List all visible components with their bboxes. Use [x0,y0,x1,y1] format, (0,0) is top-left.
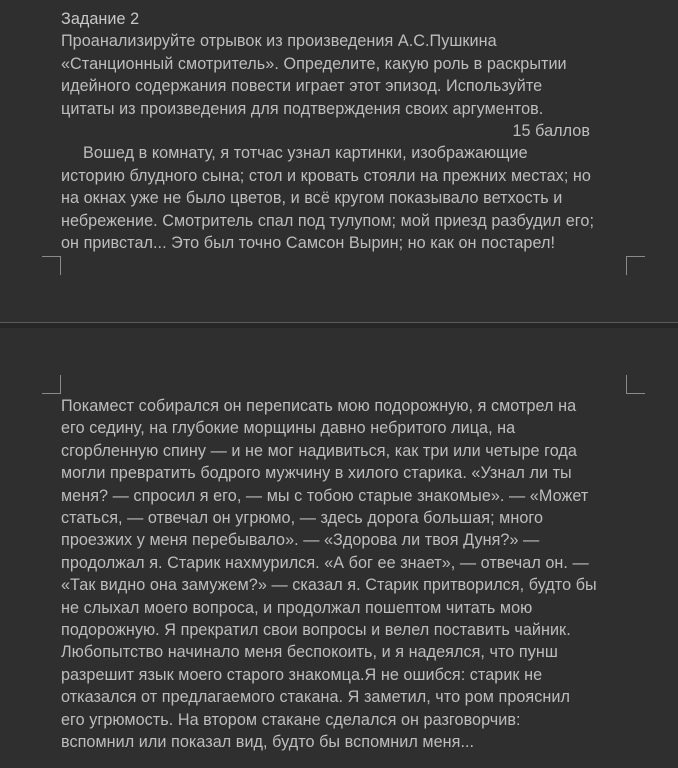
instruction-line: идейного содержания повести играет этот эпизод. Используйте [61,77,543,96]
excerpt-line: историю блудного сына; стол и кровать стояли на прежних местах; но [61,166,591,185]
continuation-line: Любопытство начинало меня беспокоить, и я надеялся, что пунш [61,643,558,662]
task-score: 15 баллов [512,122,590,141]
crop-mark-top-right [626,256,645,275]
continuation-line: вспомнил или показал вид, будто бы вспомнил меня... [61,733,475,752]
crop-mark-top-left [42,256,61,275]
excerpt-line: он привстал... Это был точно Самсон Вырин; но как он постарел! [61,234,556,253]
continuation-line: не слыхал моего вопроса, и продолжал пошептом читать мою [61,598,533,617]
continuation-line: подорожную. Я прекратил свои вопросы и велел поставить чайник. [61,621,571,640]
continuation-line: разрешит язык моего старого знакомца.Я не ошибся: старик не [61,665,543,684]
excerpt-line: на окнах уже не было цветов, и всё кругом показывало ветхость и [61,189,563,208]
continuation-line: Покамест собирался он переписать мою подорожную, я смотрел на [61,397,577,415]
task-block [61,8,636,254]
continuation-line: меня? — спросил я его, — мы с тобою старые знакомые». — «Может [61,486,589,505]
continuation-line: сгорбленную спину — и не мог надивиться, как три или четыре года [61,441,577,460]
excerpt-line: Вошед в комнату, я тотчас узнал картинки, изображающие [83,144,528,163]
continuation-line: продолжал я. Старик нахмурился. «А бог ее знает», — отвечал он. — [61,553,589,572]
crop-mark-bottom-right [626,375,645,394]
excerpt-line: небрежение. Смотритель спал под тулупом; мой приезд разбудил его; [61,211,594,230]
instruction-line: Проанализируйте отрывок из произведения А.С.Пушкина [61,32,497,51]
continuation-block [61,395,636,754]
continuation-line: «Так видно она замужем?» — сказал я. Старик притворился, будто бы [61,576,597,595]
continuation-line: проезжих у меня перебывало». — «Здорова ли твоя Дуня?» — [61,531,540,550]
continuation-line: его седину, на глубокие морщины давно небритого лица, на [61,419,516,438]
instruction-line: цитаты из произведения для подтверждения своих аргументов. [61,99,544,118]
continuation-line: статься, — отвечал он угрюмо, — здесь дорога большая; много [61,509,544,528]
continuation-line: его угрюмость. На втором стакане сделался он разговорчив: [61,710,521,729]
continuation-line: отказался от предлагаемого стакана. Я заметил, что ром прояснил [61,688,570,707]
instruction-line: «Станционный смотритель». Определите, какую роль в раскрытии [61,54,567,73]
continuation-line: могли превратить бодрого мужчину в хилого старика. «Узнал ли ты [61,464,572,483]
crop-mark-bottom-left [42,375,61,394]
task-title: Задание 2 [61,10,140,28]
